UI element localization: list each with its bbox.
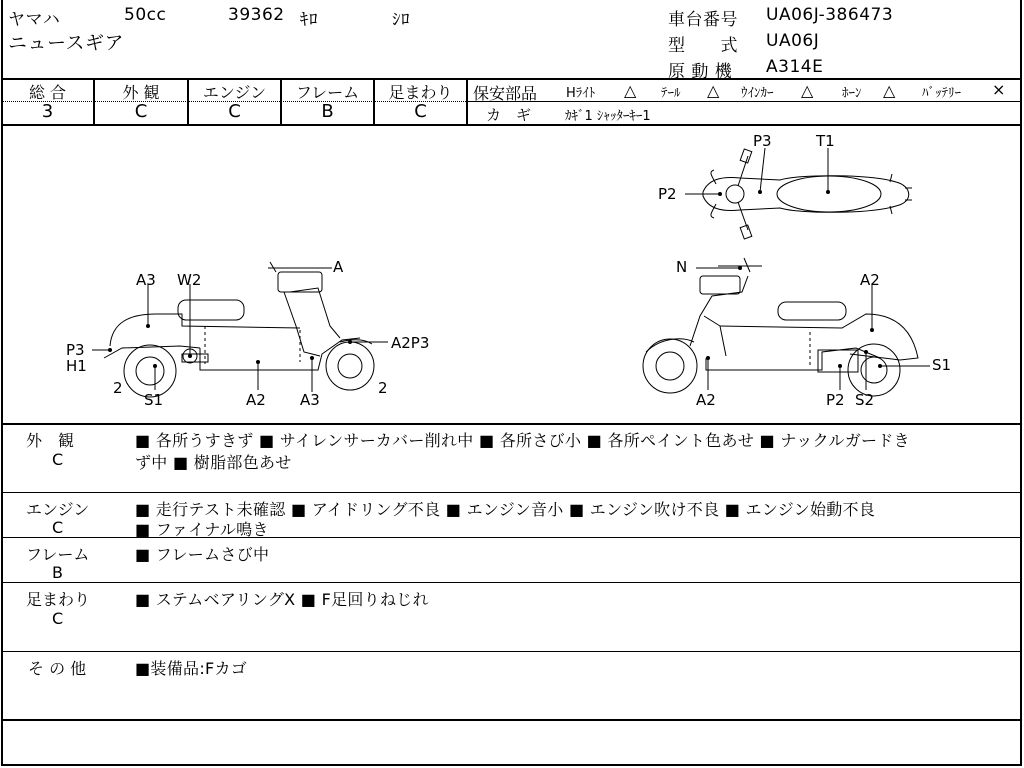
remark-label-suspension: 足まわり [26, 590, 91, 609]
maker: ヤマハ [8, 10, 61, 30]
grade-value-exterior: C [134, 101, 148, 122]
type-label: 型 式 [668, 36, 738, 56]
remark-text-exterior-2: ず中 ■ 樹脂部色あせ [135, 453, 292, 472]
safety-item-headlight: Hﾗｲﾄ [566, 86, 596, 101]
remark-text-engine-2: ■ ファイナル鳴き [135, 520, 269, 539]
grade-value-frame: B [321, 101, 334, 122]
displacement: 50cc [124, 5, 167, 25]
label-right-a2: A2 [860, 271, 880, 289]
key-value: ｶｷﾞ1 ｼｬｯﾀｰｷｰ1 [565, 109, 651, 124]
frame-no: UA06J-386473 [766, 5, 894, 25]
label-left-2a: 2 [113, 379, 123, 397]
color: ｼﾛ [392, 10, 410, 30]
grade-label-exterior: 外 観 [122, 83, 160, 102]
grade-value-engine: C [228, 101, 241, 122]
safety-mark-horn: △ [883, 81, 896, 100]
remark-text-suspension-1: ■ ステムベアリングX ■ F足回りねじれ [135, 590, 429, 609]
remark-grade-exterior: C [52, 450, 64, 469]
mileage: 39362 [228, 5, 285, 25]
remarks-divider-3 [2, 582, 1020, 583]
grade-label-suspension: 足まわり [388, 83, 453, 102]
label-right-a2b: A2 [696, 391, 716, 409]
label-left-s1: S1 [144, 391, 164, 409]
label-top-t1: T1 [816, 132, 835, 150]
label-left-a3: A3 [136, 271, 156, 289]
remark-label-other: そ の 他 [28, 659, 87, 678]
label-left-p3: P3 [66, 341, 85, 359]
remark-label-engine: エンジン [26, 500, 90, 519]
label-right-s2: S2 [855, 391, 875, 409]
remark-text-engine-1: ■ 走行テスト未確認 ■ アイドリング不良 ■ エンジン音小 ■ エンジン吹け不良 ■ エンジン始動不良 [135, 500, 876, 519]
grade-label-frame: フレーム [295, 83, 360, 102]
type: UA06J [766, 31, 820, 51]
label-right-s1: S1 [932, 356, 952, 374]
grade-label-engine: エンジン [202, 83, 267, 102]
safety-mark-tail: △ [707, 81, 720, 100]
remark-text-other-1: ■装備品:Fカゴ [135, 659, 248, 678]
right-view-dots [706, 266, 882, 368]
label-left-a: A [333, 258, 344, 276]
safety-item-tail: ﾃｰﾙ [661, 86, 681, 101]
grade-value-overall: 3 [41, 101, 54, 122]
label-left-w2: W2 [177, 271, 202, 289]
label-left-a2p3: A2P3 [391, 334, 430, 352]
top-view-dots [718, 190, 830, 196]
remarks-divider-4 [2, 651, 1020, 652]
label-right-p2: P2 [826, 391, 845, 409]
remark-grade-suspension: C [52, 609, 64, 628]
label-left-2b: 2 [378, 379, 388, 397]
engine-code: A314E [766, 57, 824, 77]
safety-mark-winker: △ [801, 81, 814, 100]
safety-mark-headlight: △ [624, 81, 637, 100]
label-left-h1: H1 [66, 357, 87, 375]
label-left-a2: A2 [246, 391, 266, 409]
model-name: ニュースギア [8, 32, 125, 54]
safety-label: 保安部品 [473, 84, 538, 103]
label-top-p3: P3 [753, 132, 772, 150]
label-right-n: N [676, 258, 688, 276]
safety-mark-battery: × [992, 80, 1006, 99]
grade-value-suspension: C [414, 101, 427, 122]
grade-sep-5 [466, 79, 468, 125]
remark-grade-engine: C [52, 518, 64, 537]
remark-text-frame-1: ■ フレームさび中 [135, 545, 270, 564]
safety-item-winker: ｳｲﾝｶｰ [741, 86, 774, 101]
engine-label: 原 動 機 [668, 62, 733, 82]
remarks-top-border [1, 423, 1022, 425]
frame-no-label: 車台番号 [668, 10, 738, 30]
remark-label-exterior: 外 観 [26, 431, 75, 450]
remark-text-exterior-1: ■ 各所うすきず ■ サイレンサーカバー削れ中 ■ 各所さび小 ■ 各所ペイント色あせ ■ ナックルガードき [135, 431, 910, 450]
remark-label-frame: フレーム [26, 545, 90, 564]
safety-item-horn: ﾎｰﾝ [842, 86, 862, 101]
label-left-a3b: A3 [300, 391, 320, 409]
remarks-divider-1 [2, 492, 1020, 493]
remarks-bottom-border [1, 719, 1022, 721]
right-view-leaders [696, 268, 930, 390]
safety-divider [468, 101, 1020, 102]
scooter-diagram [0, 126, 1022, 422]
label-top-p2: P2 [658, 185, 677, 203]
key-label: カ ギ [486, 106, 532, 124]
grade-label-overall: 総 合 [28, 83, 67, 102]
remark-grade-frame: B [52, 563, 63, 582]
mileage-unit: ｷﾛ [300, 10, 318, 30]
safety-item-battery: ﾊﾞｯﾃﾘｰ [922, 86, 961, 101]
top-view-outline [703, 149, 912, 239]
